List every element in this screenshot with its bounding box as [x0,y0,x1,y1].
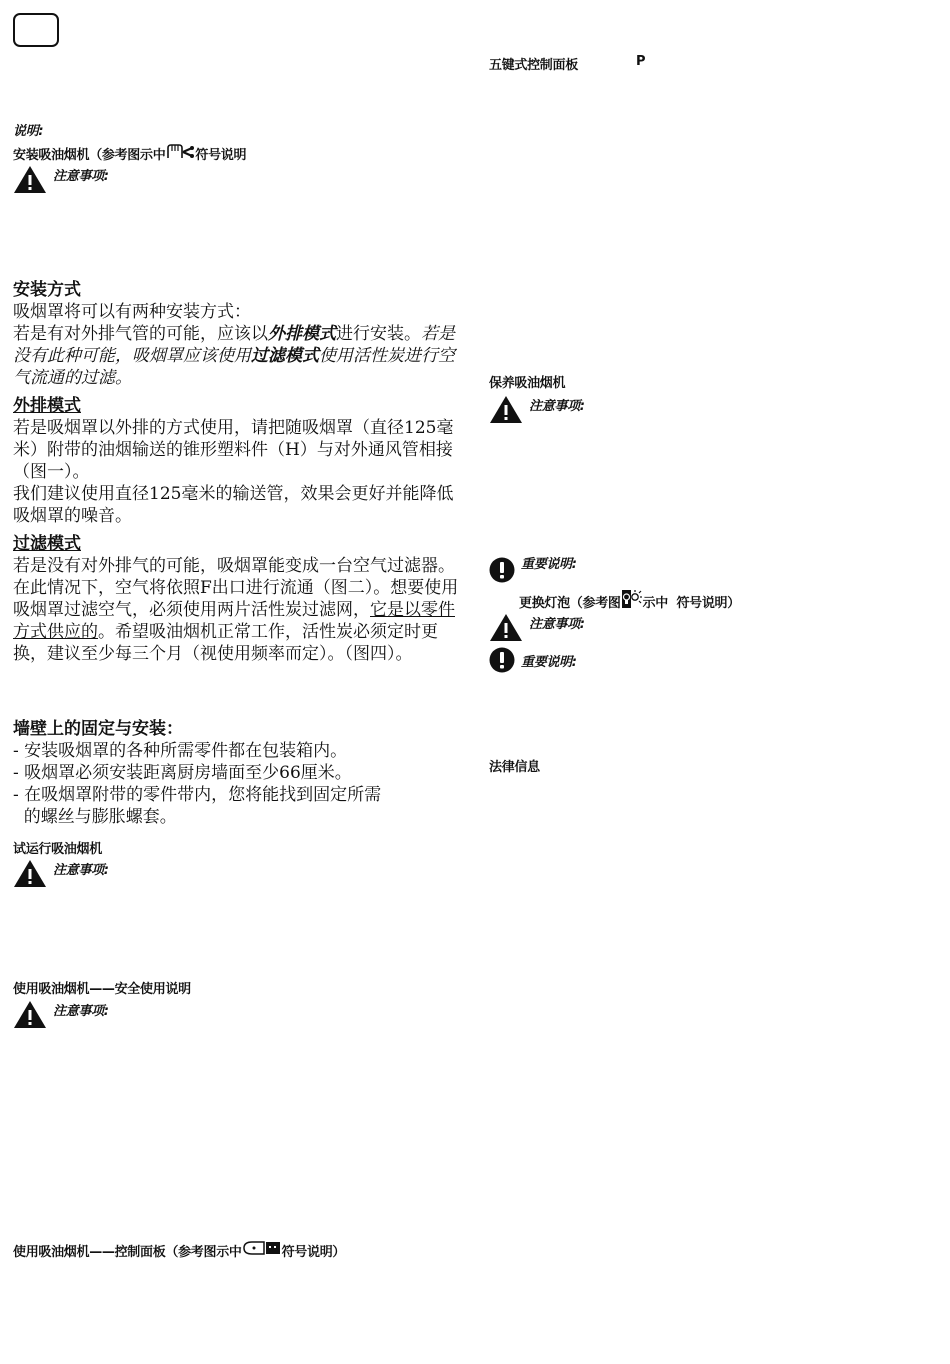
filter-mode-heading: 过滤模式 [13,534,81,554]
warning-triangle-icon [489,394,523,424]
wall-mount-item: - 在吸烟罩附带的零件带内，您将能找到固定所需 [13,785,382,805]
safety-label: 使用吸油烟机——安全使用说明 [13,982,191,997]
wall-mount-section [13,718,463,828]
wall-mount-item: - 安装吸烟罩的各种所需零件都在包装箱内。 [13,741,348,761]
install-label [13,142,246,164]
wall-mount-heading: 墙壁上的固定与安装： [13,719,183,739]
warning-text: 注意事项: [53,169,109,184]
warning-block-2 [13,858,109,888]
exhaust-mode-para1: 若是吸烟罩以外排的方式使用，请把随吸烟罩（直径125毫米）附带的油烟输送的锥形塑料件（H）与对外通风管相接（图一）。 [13,418,454,482]
trial-run-label: 试运行吸油烟机 [13,842,102,857]
install-modes-section [13,279,463,389]
description-label: 说明: [13,124,44,139]
warning-text: 注意事项: [529,399,585,414]
exhaust-mode-heading: 外排模式 [13,396,81,416]
install-modes-para: 若是有对外排气管的可能，应该以外排模式进行安装。若是没有此种可能，吸烟罩应该使用过滤模式使用活性炭进行空气流通的过滤。 [13,324,455,388]
install-modes-heading: 安装方式 [13,280,81,300]
filter-mode-para1: 若是没有对外排气的可能，吸烟罩能变成一台空气过滤器。 [13,556,455,576]
important-text: 重要说明: [521,557,577,572]
warning-text: 注意事项: [53,863,109,878]
control-panel-icon [242,1240,282,1260]
important-block-2 [489,647,577,673]
control-label-text: 使用吸油烟机——控制面板（参考图示中 [13,1244,242,1260]
light-bulb-icon [621,589,643,613]
important-exclamation-icon [489,557,515,583]
five-key-panel-label: 五键式控制面板 [489,58,578,73]
install-label-text: 安装吸油烟机（参考图示中 [13,147,166,163]
five-key-p-label: P [636,54,646,69]
important-block-1 [489,553,577,583]
warning-block-1 [13,164,109,194]
important-exclamation-icon [489,647,515,673]
warning-block-3 [13,999,109,1029]
maintenance-label: 保养吸油烟机 [489,376,566,391]
warning-block-4 [489,394,585,424]
exhaust-mode-section [13,395,463,527]
bulb-label-text: 更换灯泡（参考图 [519,595,621,611]
warning-triangle-icon [13,164,47,194]
bulb-label-suffix: 示中 符号说明） [642,595,740,611]
control-panel-label [13,1240,345,1260]
warning-triangle-icon [489,612,523,642]
warning-triangle-icon [13,999,47,1029]
warning-text: 注意事项: [529,617,585,632]
wall-mount-item: - 吸烟罩必须安装距离厨房墙面至少66厘米。 [13,763,352,783]
filter-mode-para2: 在此情况下，空气将依照F出口进行流通（图二）。想要使用吸烟罩过滤空气，必须使用两片活性炭过滤网，它是以零件方式供应的。希望吸油烟机正常工作，活性炭必须定时更换，建议至少每三个月（视使用频率而定）。（图四）。 [13,578,459,664]
wall-mount-item: 的螺丝与膨胀螺套。 [13,807,177,827]
warning-block-5 [489,612,585,642]
hand-wrench-icon [165,142,195,164]
important-text: 重要说明: [521,655,577,670]
install-label-suffix: 符号说明 [195,147,247,163]
control-label-suffix: 符号说明） [281,1244,346,1260]
replace-bulb-label [519,589,740,613]
language-box [13,13,59,47]
exhaust-mode-para2: 我们建议使用直径125毫米的输送管，效果会更好并能降低吸烟罩的噪音。 [13,484,454,526]
filter-mode-section [13,533,463,665]
install-modes-line1: 吸烟罩将可以有两种安装方式： [13,302,251,322]
legal-info-label: 法律信息 [489,760,540,775]
warning-text: 注意事项: [53,1004,109,1019]
warning-triangle-icon [13,858,47,888]
